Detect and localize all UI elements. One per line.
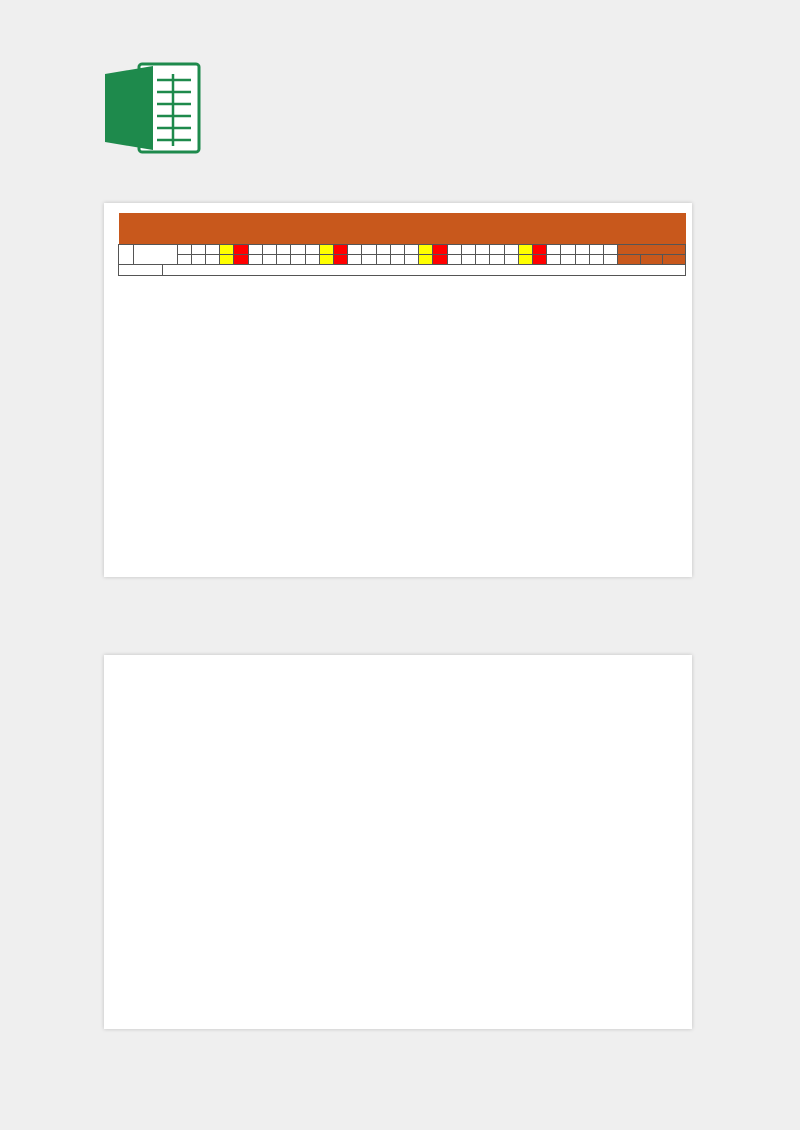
day-number-cell [248,255,262,265]
day-number-cell [262,255,276,265]
day-number-cell [433,255,447,265]
attendance-table [118,213,686,276]
print-time [119,213,291,230]
day-number-cell [277,255,291,265]
weekday-cell [461,245,475,255]
note-field[interactable] [163,265,686,276]
weekday-cell [348,245,362,255]
total-col-duty [662,255,685,265]
weekday-cell [291,245,305,255]
weekday-cell [504,245,518,255]
day-number-cell [604,255,618,265]
attendance-sheet-2 [104,655,692,1029]
seq-header [119,245,134,265]
weekday-cell [405,245,419,255]
sheet-title [291,213,519,230]
day-number-cell [220,255,234,265]
total-col-overtime [640,255,662,265]
select-month-label [490,230,561,245]
day-number-cell [461,255,475,265]
month-select[interactable] [618,230,662,245]
year-unit [604,230,618,245]
weekday-cell [604,245,618,255]
day-number-cell [390,255,404,265]
weekday-cell [575,245,589,255]
weekday-cell [390,245,404,255]
total-col-attendance [618,255,640,265]
weekday-cell [234,245,248,255]
day-number-cell [575,255,589,265]
day-number-cell [319,255,333,265]
attendance-sheet-1 [104,203,692,577]
day-number-cell [405,255,419,265]
weekday-cell [533,245,547,255]
weekday-cell [305,245,319,255]
note-label [119,265,163,276]
day-number-cell [547,255,561,265]
weekday-cell [319,245,333,255]
weekday-cell [191,245,205,255]
day-number-cell [490,255,504,265]
weekday-cell [376,245,390,255]
weekday-cell [333,245,347,255]
weekday-cell [277,245,291,255]
day-number-cell [504,255,518,265]
day-number-cell [518,255,532,265]
day-number-cell [177,255,191,265]
day-number-cell [191,255,205,265]
weekday-cell [490,245,504,255]
day-number-cell [561,255,575,265]
weekday-cell [205,245,219,255]
day-number-cell [234,255,248,265]
weekday-cell [362,245,376,255]
day-number-cell [291,255,305,265]
weekday-cell [561,245,575,255]
day-number-cell [589,255,603,265]
weekday-cell [433,245,447,255]
month-unit [662,230,685,245]
day-number-cell [348,255,362,265]
day-number-cell [362,255,376,265]
days-label [518,213,589,230]
weekday-cell [547,245,561,255]
day-number-cell [205,255,219,265]
day-number-cell [533,255,547,265]
weekday-cell [262,245,276,255]
weekday-cell [447,245,461,255]
days-value[interactable] [589,213,617,230]
days-unit [618,213,662,230]
weekday-cell [476,245,490,255]
day-number-cell [333,255,347,265]
weekday-cell [220,245,234,255]
day-number-cell [305,255,319,265]
day-number-cell [419,255,433,265]
position-field[interactable] [177,230,291,245]
excel-logo-icon [103,62,201,154]
weekday-cell [248,245,262,255]
day-number-cell [476,255,490,265]
year-select[interactable] [561,230,604,245]
date-name-header [134,245,177,265]
day-number-cell [447,255,461,265]
day-number-cell [376,255,390,265]
weekday-cell [419,245,433,255]
weekday-cell [518,245,532,255]
department-field[interactable] [119,230,178,245]
total-header [618,245,686,255]
weekday-cell [589,245,603,255]
weekday-cell [177,245,191,255]
